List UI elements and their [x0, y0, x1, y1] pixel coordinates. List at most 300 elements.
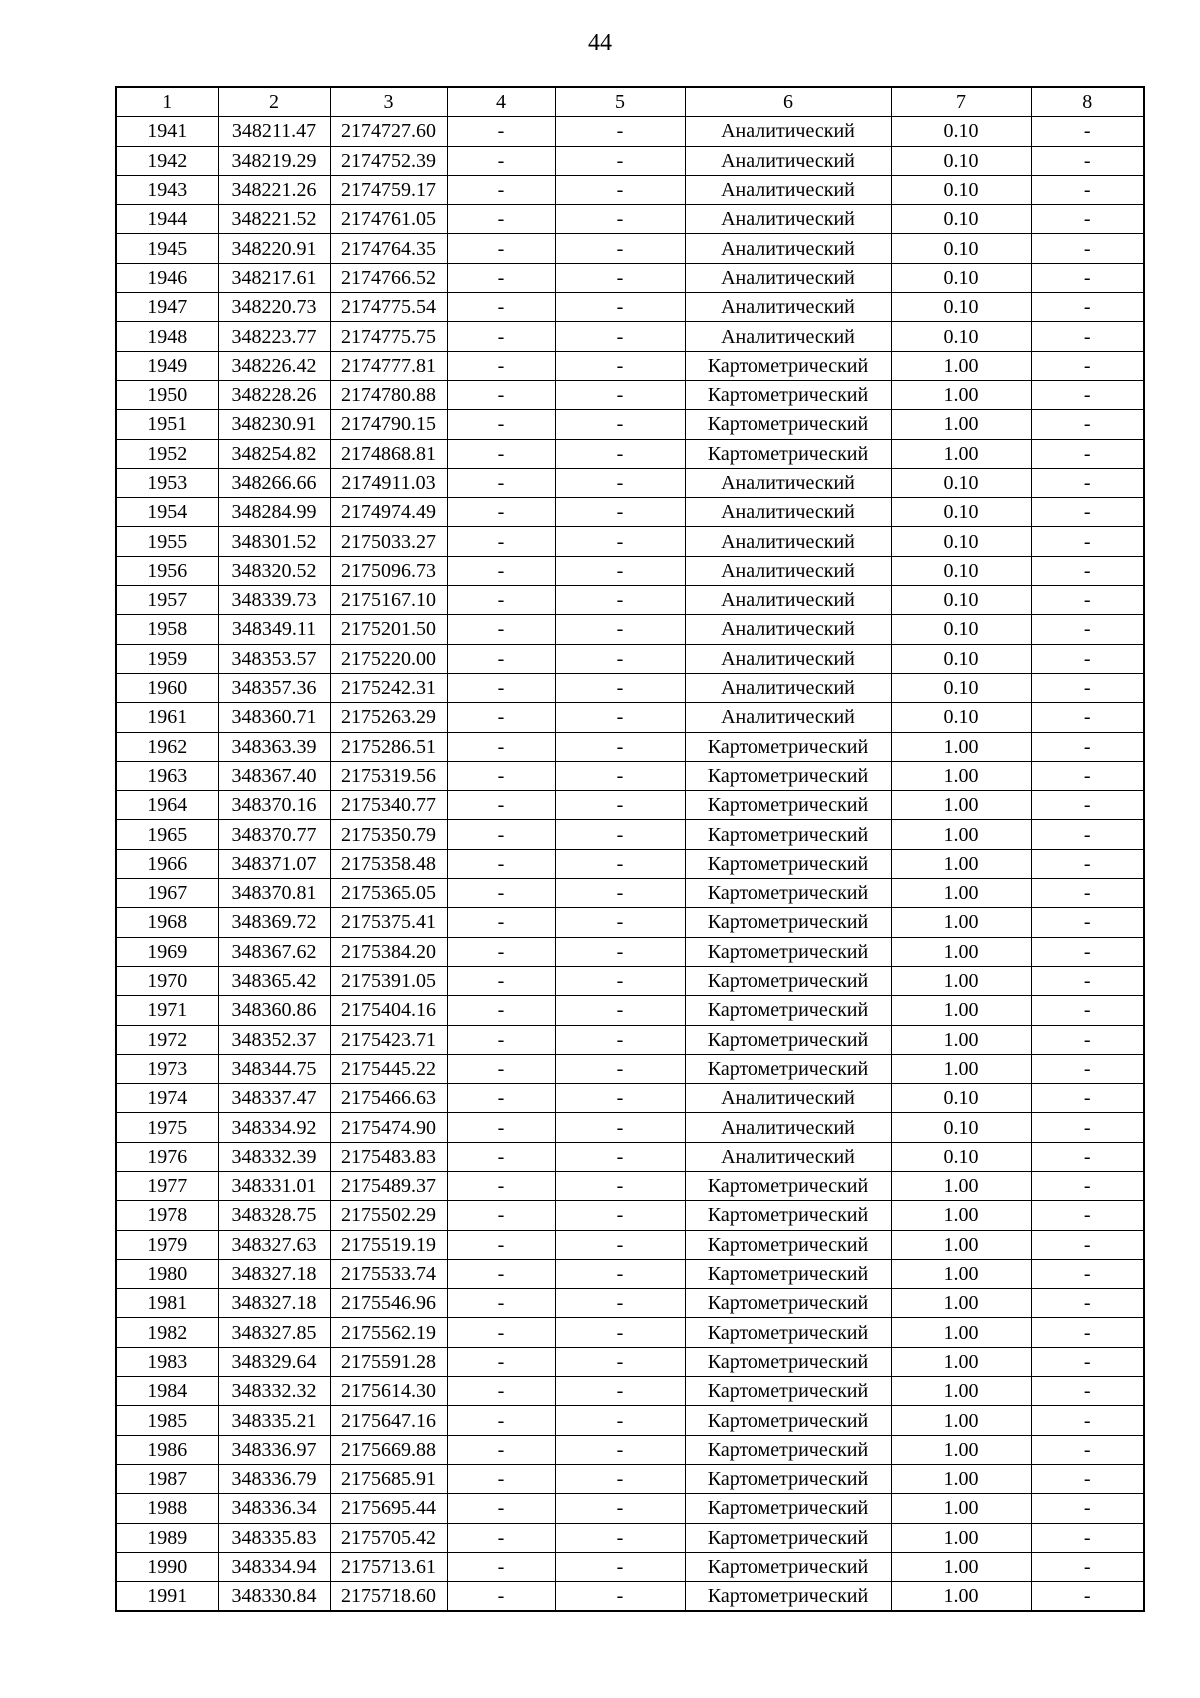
cell-accuracy: 1.00 — [891, 1406, 1031, 1435]
cell-accuracy: 0.10 — [891, 615, 1031, 644]
cell-col-8: - — [1031, 732, 1144, 761]
cell-coord-x: 348335.21 — [218, 1406, 330, 1435]
cell-coord-y: 2174764.35 — [330, 234, 447, 263]
cell-method: Картометрический — [685, 1318, 891, 1347]
cell-accuracy: 0.10 — [891, 644, 1031, 673]
cell-accuracy: 0.10 — [891, 556, 1031, 585]
cell-point-number: 1978 — [116, 1201, 218, 1230]
table-row — [116, 410, 1144, 439]
cell-col-5: - — [555, 820, 685, 849]
column-header-2: 2 — [218, 87, 330, 117]
cell-col-4: - — [447, 1377, 555, 1406]
cell-col-5: - — [555, 1318, 685, 1347]
cell-method: Картометрический — [685, 1377, 891, 1406]
cell-method: Аналитический — [685, 175, 891, 204]
cell-coord-x: 348352.37 — [218, 1025, 330, 1054]
cell-col-5: - — [555, 1347, 685, 1376]
cell-col-5: - — [555, 380, 685, 409]
cell-method: Аналитический — [685, 498, 891, 527]
cell-point-number: 1986 — [116, 1435, 218, 1464]
cell-method: Картометрический — [685, 1406, 891, 1435]
cell-col-8: - — [1031, 234, 1144, 263]
cell-coord-x: 348221.26 — [218, 175, 330, 204]
cell-coord-y: 2175201.50 — [330, 615, 447, 644]
table-row — [116, 1259, 1144, 1288]
cell-col-8: - — [1031, 791, 1144, 820]
cell-col-5: - — [555, 703, 685, 732]
column-header-8: 8 — [1031, 87, 1144, 117]
table-row — [116, 732, 1144, 761]
cell-col-4: - — [447, 1142, 555, 1171]
cell-col-5: - — [555, 263, 685, 292]
cell-coord-x: 348230.91 — [218, 410, 330, 439]
cell-coord-y: 2175647.16 — [330, 1406, 447, 1435]
cell-col-8: - — [1031, 1113, 1144, 1142]
column-header-5: 5 — [555, 87, 685, 117]
cell-col-8: - — [1031, 1347, 1144, 1376]
cell-accuracy: 0.10 — [891, 1084, 1031, 1113]
cell-col-4: - — [447, 1582, 555, 1612]
cell-method: Картометрический — [685, 732, 891, 761]
cell-col-5: - — [555, 1025, 685, 1054]
cell-col-8: - — [1031, 1582, 1144, 1612]
cell-method: Картометрический — [685, 1230, 891, 1259]
cell-accuracy: 1.00 — [891, 1171, 1031, 1200]
table-row — [116, 1025, 1144, 1054]
cell-point-number: 1959 — [116, 644, 218, 673]
cell-col-4: - — [447, 1494, 555, 1523]
cell-point-number: 1966 — [116, 849, 218, 878]
cell-col-4: - — [447, 849, 555, 878]
cell-point-number: 1958 — [116, 615, 218, 644]
header-row — [116, 87, 1144, 117]
cell-col-8: - — [1031, 1259, 1144, 1288]
cell-col-4: - — [447, 1435, 555, 1464]
cell-method: Картометрический — [685, 996, 891, 1025]
cell-accuracy: 1.00 — [891, 1054, 1031, 1083]
cell-coord-y: 2175340.77 — [330, 791, 447, 820]
cell-col-4: - — [447, 205, 555, 234]
cell-col-5: - — [555, 937, 685, 966]
cell-coord-y: 2175220.00 — [330, 644, 447, 673]
cell-method: Аналитический — [685, 117, 891, 146]
table-row — [116, 820, 1144, 849]
cell-col-4: - — [447, 410, 555, 439]
cell-point-number: 1967 — [116, 879, 218, 908]
cell-col-5: - — [555, 791, 685, 820]
cell-col-5: - — [555, 879, 685, 908]
cell-method: Аналитический — [685, 468, 891, 497]
cell-method: Картометрический — [685, 1582, 891, 1612]
cell-col-8: - — [1031, 586, 1144, 615]
cell-coord-y: 2175263.29 — [330, 703, 447, 732]
cell-point-number: 1942 — [116, 146, 218, 175]
cell-col-8: - — [1031, 908, 1144, 937]
cell-coord-x: 348336.34 — [218, 1494, 330, 1523]
cell-method: Картометрический — [685, 1435, 891, 1464]
table-row — [116, 1377, 1144, 1406]
cell-coord-y: 2175384.20 — [330, 937, 447, 966]
cell-accuracy: 1.00 — [891, 1259, 1031, 1288]
cell-point-number: 1968 — [116, 908, 218, 937]
cell-col-5: - — [555, 1406, 685, 1435]
cell-col-4: - — [447, 263, 555, 292]
cell-col-5: - — [555, 849, 685, 878]
cell-col-8: - — [1031, 703, 1144, 732]
table-row — [116, 615, 1144, 644]
cell-col-8: - — [1031, 322, 1144, 351]
cell-coord-x: 348335.83 — [218, 1523, 330, 1552]
cell-col-5: - — [555, 1435, 685, 1464]
cell-col-5: - — [555, 146, 685, 175]
cell-coord-y: 2174727.60 — [330, 117, 447, 146]
cell-accuracy: 1.00 — [891, 410, 1031, 439]
cell-coord-x: 348221.52 — [218, 205, 330, 234]
cell-accuracy: 1.00 — [891, 1494, 1031, 1523]
cell-col-4: - — [447, 234, 555, 263]
cell-col-5: - — [555, 1582, 685, 1612]
cell-col-5: - — [555, 117, 685, 146]
cell-point-number: 1952 — [116, 439, 218, 468]
cell-col-8: - — [1031, 1435, 1144, 1464]
cell-accuracy: 1.00 — [891, 1201, 1031, 1230]
table-row — [116, 586, 1144, 615]
cell-coord-x: 348370.81 — [218, 879, 330, 908]
cell-accuracy: 0.10 — [891, 586, 1031, 615]
cell-col-4: - — [447, 146, 555, 175]
cell-method: Картометрический — [685, 439, 891, 468]
cell-point-number: 1981 — [116, 1289, 218, 1318]
cell-coord-y: 2174974.49 — [330, 498, 447, 527]
cell-col-8: - — [1031, 673, 1144, 702]
cell-coord-y: 2174868.81 — [330, 439, 447, 468]
cell-coord-y: 2175319.56 — [330, 761, 447, 790]
cell-col-4: - — [447, 527, 555, 556]
table-row — [116, 937, 1144, 966]
cell-col-4: - — [447, 1289, 555, 1318]
cell-col-4: - — [447, 673, 555, 702]
cell-coord-x: 348360.86 — [218, 996, 330, 1025]
cell-col-8: - — [1031, 498, 1144, 527]
cell-point-number: 1950 — [116, 380, 218, 409]
cell-coord-y: 2174759.17 — [330, 175, 447, 204]
cell-col-8: - — [1031, 1494, 1144, 1523]
table-row — [116, 1142, 1144, 1171]
cell-col-8: - — [1031, 1523, 1144, 1552]
cell-method: Картометрический — [685, 1347, 891, 1376]
cell-col-4: - — [447, 703, 555, 732]
cell-col-5: - — [555, 1377, 685, 1406]
table-row — [116, 498, 1144, 527]
cell-coord-x: 348371.07 — [218, 849, 330, 878]
cell-col-5: - — [555, 351, 685, 380]
cell-coord-y: 2174790.15 — [330, 410, 447, 439]
cell-coord-x: 348327.18 — [218, 1259, 330, 1288]
cell-coord-x: 348219.29 — [218, 146, 330, 175]
table-row — [116, 380, 1144, 409]
cell-col-8: - — [1031, 966, 1144, 995]
cell-col-4: - — [447, 1347, 555, 1376]
cell-col-5: - — [555, 996, 685, 1025]
cell-accuracy: 1.00 — [891, 966, 1031, 995]
cell-accuracy: 0.10 — [891, 322, 1031, 351]
cell-col-8: - — [1031, 1201, 1144, 1230]
cell-method: Аналитический — [685, 322, 891, 351]
cell-col-5: - — [555, 1084, 685, 1113]
cell-point-number: 1970 — [116, 966, 218, 995]
cell-col-5: - — [555, 527, 685, 556]
cell-method: Аналитический — [685, 673, 891, 702]
column-header-7: 7 — [891, 87, 1031, 117]
cell-point-number: 1982 — [116, 1318, 218, 1347]
cell-accuracy: 1.00 — [891, 1523, 1031, 1552]
cell-method: Картометрический — [685, 1464, 891, 1493]
cell-col-5: - — [555, 556, 685, 585]
cell-coord-x: 348337.47 — [218, 1084, 330, 1113]
cell-col-4: - — [447, 791, 555, 820]
cell-point-number: 1949 — [116, 351, 218, 380]
cell-coord-x: 348339.73 — [218, 586, 330, 615]
cell-col-4: - — [447, 908, 555, 937]
cell-accuracy: 0.10 — [891, 234, 1031, 263]
cell-method: Аналитический — [685, 1113, 891, 1142]
cell-coord-x: 348360.71 — [218, 703, 330, 732]
cell-col-4: - — [447, 1259, 555, 1288]
table-row — [116, 556, 1144, 585]
table-row — [116, 1289, 1144, 1318]
cell-coord-x: 348254.82 — [218, 439, 330, 468]
cell-method: Картометрический — [685, 1552, 891, 1581]
cell-coord-y: 2174777.81 — [330, 351, 447, 380]
cell-point-number: 1972 — [116, 1025, 218, 1054]
table-row — [116, 146, 1144, 175]
cell-accuracy: 1.00 — [891, 351, 1031, 380]
cell-point-number: 1979 — [116, 1230, 218, 1259]
cell-coord-x: 348334.92 — [218, 1113, 330, 1142]
cell-coord-x: 348332.32 — [218, 1377, 330, 1406]
cell-point-number: 1964 — [116, 791, 218, 820]
cell-coord-y: 2175466.63 — [330, 1084, 447, 1113]
table-row — [116, 761, 1144, 790]
cell-method: Аналитический — [685, 234, 891, 263]
cell-col-4: - — [447, 761, 555, 790]
cell-col-4: - — [447, 996, 555, 1025]
cell-accuracy: 1.00 — [891, 761, 1031, 790]
cell-point-number: 1974 — [116, 1084, 218, 1113]
cell-coord-y: 2175445.22 — [330, 1054, 447, 1083]
table-row — [116, 1318, 1144, 1347]
cell-col-4: - — [447, 966, 555, 995]
cell-col-8: - — [1031, 527, 1144, 556]
cell-coord-y: 2174780.88 — [330, 380, 447, 409]
cell-col-5: - — [555, 293, 685, 322]
cell-accuracy: 0.10 — [891, 527, 1031, 556]
cell-col-4: - — [447, 937, 555, 966]
cell-col-5: - — [555, 732, 685, 761]
cell-accuracy: 0.10 — [891, 703, 1031, 732]
cell-coord-x: 348211.47 — [218, 117, 330, 146]
cell-coord-y: 2175591.28 — [330, 1347, 447, 1376]
cell-col-4: - — [447, 1318, 555, 1347]
cell-coord-x: 348331.01 — [218, 1171, 330, 1200]
cell-method: Картометрический — [685, 1025, 891, 1054]
cell-col-4: - — [447, 1523, 555, 1552]
cell-point-number: 1983 — [116, 1347, 218, 1376]
cell-col-5: - — [555, 673, 685, 702]
cell-coord-x: 348369.72 — [218, 908, 330, 937]
cell-coord-x: 348217.61 — [218, 263, 330, 292]
cell-coord-x: 348327.85 — [218, 1318, 330, 1347]
cell-point-number: 1989 — [116, 1523, 218, 1552]
cell-coord-y: 2175423.71 — [330, 1025, 447, 1054]
cell-point-number: 1976 — [116, 1142, 218, 1171]
cell-coord-y: 2175474.90 — [330, 1113, 447, 1142]
cell-coord-y: 2175562.19 — [330, 1318, 447, 1347]
cell-col-8: - — [1031, 1054, 1144, 1083]
cell-col-5: - — [555, 586, 685, 615]
cell-coord-y: 2175365.05 — [330, 879, 447, 908]
table-row — [116, 1230, 1144, 1259]
cell-col-8: - — [1031, 1318, 1144, 1347]
cell-col-5: - — [555, 966, 685, 995]
table-row — [116, 1464, 1144, 1493]
table-row — [116, 1435, 1144, 1464]
cell-point-number: 1984 — [116, 1377, 218, 1406]
cell-method: Картометрический — [685, 966, 891, 995]
table-row — [116, 879, 1144, 908]
cell-col-4: - — [447, 1552, 555, 1581]
cell-accuracy: 1.00 — [891, 908, 1031, 937]
cell-col-8: - — [1031, 1552, 1144, 1581]
cell-point-number: 1985 — [116, 1406, 218, 1435]
cell-coord-x: 348370.77 — [218, 820, 330, 849]
table-row — [116, 1406, 1144, 1435]
cell-coord-x: 348284.99 — [218, 498, 330, 527]
cell-col-4: - — [447, 293, 555, 322]
cell-coord-x: 348327.63 — [218, 1230, 330, 1259]
cell-accuracy: 1.00 — [891, 1435, 1031, 1464]
cell-col-4: - — [447, 820, 555, 849]
cell-accuracy: 1.00 — [891, 996, 1031, 1025]
cell-col-4: - — [447, 1464, 555, 1493]
cell-col-8: - — [1031, 146, 1144, 175]
cell-col-8: - — [1031, 556, 1144, 585]
cell-point-number: 1953 — [116, 468, 218, 497]
table-row — [116, 175, 1144, 204]
cell-point-number: 1947 — [116, 293, 218, 322]
cell-col-4: - — [447, 879, 555, 908]
cell-accuracy: 1.00 — [891, 732, 1031, 761]
cell-coord-y: 2175533.74 — [330, 1259, 447, 1288]
cell-point-number: 1988 — [116, 1494, 218, 1523]
cell-coord-x: 348336.79 — [218, 1464, 330, 1493]
table-row — [116, 322, 1144, 351]
cell-coord-x: 348365.42 — [218, 966, 330, 995]
cell-col-4: - — [447, 1171, 555, 1200]
cell-col-4: - — [447, 439, 555, 468]
column-header-3: 3 — [330, 87, 447, 117]
cell-method: Аналитический — [685, 146, 891, 175]
cell-point-number: 1973 — [116, 1054, 218, 1083]
cell-method: Картометрический — [685, 380, 891, 409]
cell-col-8: - — [1031, 439, 1144, 468]
cell-point-number: 1971 — [116, 996, 218, 1025]
cell-col-4: - — [447, 117, 555, 146]
cell-coord-x: 348226.42 — [218, 351, 330, 380]
cell-point-number: 1987 — [116, 1464, 218, 1493]
cell-col-4: - — [447, 586, 555, 615]
cell-accuracy: 0.10 — [891, 205, 1031, 234]
cell-col-4: - — [447, 468, 555, 497]
cell-point-number: 1946 — [116, 263, 218, 292]
cell-coord-x: 348228.26 — [218, 380, 330, 409]
cell-col-4: - — [447, 322, 555, 351]
cell-coord-y: 2174761.05 — [330, 205, 447, 234]
cell-method: Картометрический — [685, 351, 891, 380]
cell-coord-x: 348329.64 — [218, 1347, 330, 1376]
cell-method: Картометрический — [685, 1054, 891, 1083]
cell-method: Картометрический — [685, 1201, 891, 1230]
cell-coord-y: 2175404.16 — [330, 996, 447, 1025]
cell-accuracy: 0.10 — [891, 1142, 1031, 1171]
cell-method: Картометрический — [685, 791, 891, 820]
cell-coord-y: 2174775.54 — [330, 293, 447, 322]
cell-coord-y: 2175546.96 — [330, 1289, 447, 1318]
cell-coord-y: 2175375.41 — [330, 908, 447, 937]
cell-method: Картометрический — [685, 1523, 891, 1552]
cell-coord-y: 2175614.30 — [330, 1377, 447, 1406]
cell-col-8: - — [1031, 1230, 1144, 1259]
cell-col-8: - — [1031, 996, 1144, 1025]
cell-method: Аналитический — [685, 615, 891, 644]
table-row — [116, 1347, 1144, 1376]
cell-accuracy: 1.00 — [891, 1347, 1031, 1376]
cell-method: Аналитический — [685, 205, 891, 234]
cell-coord-y: 2175358.48 — [330, 849, 447, 878]
cell-col-5: - — [555, 1142, 685, 1171]
table-row — [116, 1523, 1144, 1552]
cell-method: Аналитический — [685, 556, 891, 585]
cell-accuracy: 0.10 — [891, 1113, 1031, 1142]
cell-col-5: - — [555, 1054, 685, 1083]
cell-col-5: - — [555, 439, 685, 468]
cell-coord-x: 348301.52 — [218, 527, 330, 556]
cell-coord-y: 2175483.83 — [330, 1142, 447, 1171]
cell-col-8: - — [1031, 849, 1144, 878]
cell-coord-y: 2174911.03 — [330, 468, 447, 497]
cell-point-number: 1960 — [116, 673, 218, 702]
table-row — [116, 117, 1144, 146]
table-row — [116, 791, 1144, 820]
cell-accuracy: 1.00 — [891, 1289, 1031, 1318]
table-row — [116, 263, 1144, 292]
cell-coord-x: 348223.77 — [218, 322, 330, 351]
cell-method: Картометрический — [685, 879, 891, 908]
cell-accuracy: 1.00 — [891, 820, 1031, 849]
cell-col-5: - — [555, 761, 685, 790]
cell-point-number: 1977 — [116, 1171, 218, 1200]
cell-col-4: - — [447, 1406, 555, 1435]
cell-col-5: - — [555, 908, 685, 937]
cell-col-8: - — [1031, 879, 1144, 908]
column-header-1: 1 — [116, 87, 218, 117]
cell-point-number: 1957 — [116, 586, 218, 615]
cell-col-5: - — [555, 322, 685, 351]
cell-col-4: - — [447, 556, 555, 585]
cell-coord-y: 2175167.10 — [330, 586, 447, 615]
cell-col-8: - — [1031, 410, 1144, 439]
cell-col-5: - — [555, 615, 685, 644]
